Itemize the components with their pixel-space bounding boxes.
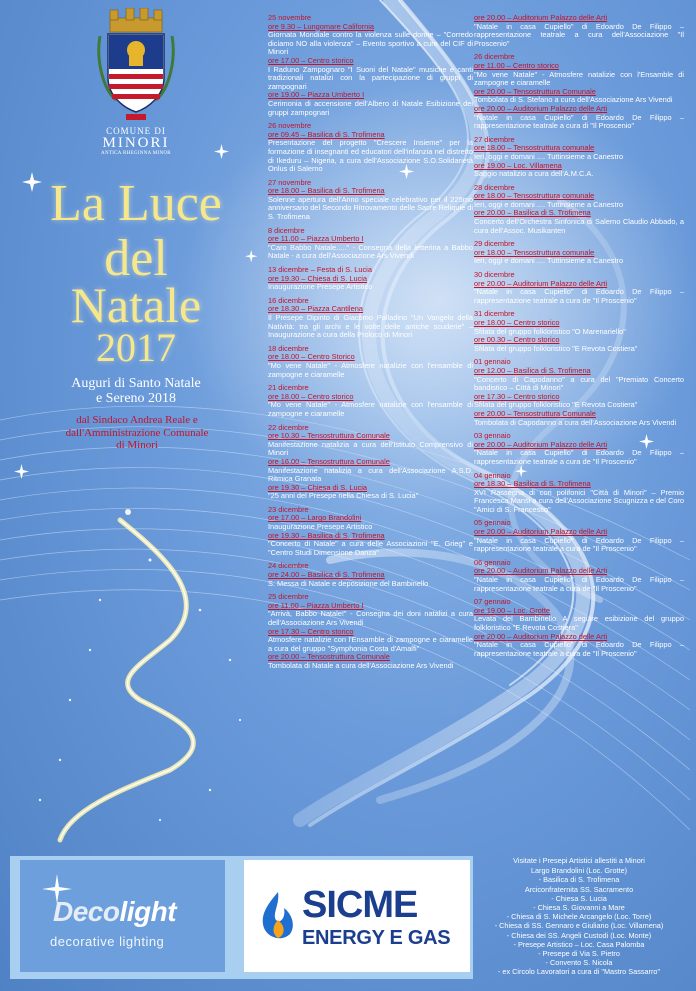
event-time-place: ore 12.00 – Basilica di S. Trofimena bbox=[474, 365, 591, 375]
title-line1: La Luce bbox=[50, 175, 222, 232]
event-time-place: ore 18.00 – Centro storico bbox=[474, 318, 560, 327]
event-time-place: ore 11.00 – Piazza Umberto I bbox=[268, 234, 364, 244]
program-date: 18 dicembre bbox=[268, 343, 309, 353]
event-description: "Natale in casa Cupiello" di Edoardo De Filippo – rappresentazione teatrale a cura dell'Associazione "Il Proscenio" bbox=[474, 21, 684, 48]
program-day bbox=[268, 506, 473, 558]
event-description: Tombolata di S. Stefano a cura dell'Associazione Ars Vivendi bbox=[474, 95, 673, 105]
program-date: 22 dicembre bbox=[268, 422, 309, 432]
event-description: Solenne apertura dell'Anno speciale celebrativo per il 225mo anniversario del Secondo Ritrovamento delle Sacre Reliquie di S. Trofimena bbox=[268, 194, 473, 222]
event-description: "Natale in casa Cupiello" di Edoardo De Filippo – rappresentazione teatrale a cura de "Il Proscenio" bbox=[474, 287, 684, 305]
event-description: I Raduno Zampognaro "I Suoni del Natale" musiche e canti tradizionali natalizi con la partecipazione di gruppi di zampognari bbox=[268, 64, 473, 91]
presepe-item: Largo Brandolini (Loc. Grotte) bbox=[530, 866, 628, 876]
presepe-item: - Chiesa di S. Michele Arcangelo (Loc. Torre) bbox=[506, 912, 652, 922]
event-description: "Mo vene Natale" - Atmosfere natalizie con l'Ensamble di zampogne e ciaramelle bbox=[474, 69, 684, 88]
program-day bbox=[268, 122, 473, 174]
event-description: "Concerto di Capodanno" a cura del "Premiato Concerto bandistico – Città di Minori" bbox=[474, 374, 684, 393]
program-day bbox=[474, 598, 684, 658]
program-day bbox=[268, 345, 473, 379]
from-line1: dal Sindaco Andrea Reale e bbox=[76, 414, 198, 426]
event-description: Il Presepe Dipinto di Giacomo Palladino "Un Vangelo della Natività: tra gli archi e le volte delle antiche scuderie" – Inaugurazione a cura della Proloco di Minori bbox=[268, 313, 473, 340]
program-date: 05 gennaio bbox=[474, 518, 511, 528]
presepe-item: - Presepe Artistico – Loc. Casa Palomba bbox=[513, 939, 645, 949]
comune-label bbox=[84, 126, 188, 156]
program-day bbox=[268, 424, 473, 501]
event-description: Saggio natalizio a cura dell'A.M.C.A. bbox=[474, 169, 594, 179]
event-time-place: ore 19.00 – Loc. Villamena bbox=[474, 160, 562, 170]
program-day bbox=[268, 297, 473, 340]
event-time-place: ore 18.00 – Centro Storico bbox=[268, 352, 355, 362]
presepe-item: - Chiesa S. Lucia bbox=[551, 893, 607, 903]
event-description: Tombolata di Capodanno a cura dell'Associazione Ars Vivendi bbox=[474, 417, 677, 427]
event-description: "Mo vene Natale" - Atmosfere natalizie con l'ensamble di zampogne e ciaramelle bbox=[268, 360, 473, 379]
event-time-place: ore 17.00 – Centro storico bbox=[268, 55, 354, 65]
event-description: "Natale in casa Cupiello" di Edoardo De Filippo – rappresentazione teatrale a cura di "Il Proscenio" bbox=[474, 112, 684, 131]
program-date: 8 dicembre bbox=[268, 225, 305, 235]
event-time-place: ore 17.30 – Centro storico bbox=[268, 626, 354, 636]
flame-icon bbox=[258, 890, 296, 942]
program-column-left bbox=[268, 14, 473, 676]
program-date: 24 dicembre bbox=[268, 561, 309, 571]
event-time-place: ore 20.00 – Tensostruttura Comunale bbox=[474, 408, 596, 418]
event-description: "Caro Babbo Natale....." - Consegna della letterina a Babbo Natale - a cura dell'Associazione Ars Vivendi bbox=[268, 242, 473, 261]
event-time-place: ore 20.00 – Auditorium Palazzo delle Arti bbox=[474, 566, 608, 576]
sicme-name: SICME bbox=[302, 884, 418, 926]
event-description: Concerto dell'Orchestra Sinfonica di Salerno Claudio Abbado, a cura dell'Assoc. Musikanten bbox=[474, 217, 684, 235]
title-year: 2017 bbox=[96, 325, 176, 370]
event-time-place: ore 18.30 – Piazza Cantilena bbox=[268, 304, 363, 314]
program-date: 29 dicembre bbox=[474, 239, 515, 249]
event-time-place: ore 18.00 – Tensostruttura comunale bbox=[474, 247, 595, 257]
event-description: S. Messa di Natale e deposizione del Bambinello bbox=[268, 578, 429, 588]
decolight-tagline: decorative lighting bbox=[50, 934, 165, 949]
presepe-item: - Presepe di Via S. Pietro bbox=[538, 949, 620, 959]
program-day bbox=[474, 14, 684, 48]
event-description: "Arrivà, Babbo Natale!" - Consegna dei doni natalizi a cura dell'Associazione Ars Vivendi bbox=[268, 609, 473, 627]
event-time-place: ore 17.30 – Centro storico bbox=[474, 391, 560, 401]
presepe-item: - Chiesa dei SS. Angeli Custodi (Loc. Monte) bbox=[506, 930, 652, 940]
from-line2: dall'Amministrazione Comunale bbox=[65, 426, 209, 439]
presepe-item: - Chiesa di SS. Gennaro e Giuliano (Loc. Villamena) bbox=[494, 921, 664, 931]
event-time-place: ore 10.30 – Tensostruttura Comunale bbox=[268, 431, 390, 441]
event-description: Cerimonia di accensione dell'Albero di Natale Esibizione dei gruppi zampognari bbox=[268, 98, 473, 117]
event-time-place: ore 20.00 – Auditorium Palazzo delle Arti bbox=[474, 278, 608, 288]
event-time-place: ore 19.00 – Loc. Grotte bbox=[474, 605, 551, 615]
greeting bbox=[20, 376, 252, 406]
program-day bbox=[474, 271, 684, 305]
program-date: 01 gennaio bbox=[474, 357, 511, 367]
program-date: 27 novembre bbox=[268, 177, 312, 187]
program-date: 03 gennaio bbox=[474, 431, 511, 441]
event-time-place: ore 20.00 – Auditorium Palazzo delle Arti bbox=[474, 631, 608, 641]
program-date: 30 dicembre bbox=[474, 270, 515, 280]
event-description: Sfilata del gruppo folkloristico "O Marenariello" bbox=[474, 326, 626, 336]
event-time-place: ore 9.30 – Lungomare California bbox=[268, 21, 374, 31]
program-day bbox=[474, 432, 684, 466]
program-column-right bbox=[474, 14, 684, 663]
presepi-heading: Visitate i Presepi Artistici allestiti a Minori bbox=[513, 856, 645, 865]
event-description: "Natale in casa Cupiello" di Edoardo De Filippo – rappresentazione teatrale a cura de "Il Proscenio" bbox=[474, 640, 684, 658]
program-day bbox=[474, 472, 684, 515]
program-date: 31 dicembre bbox=[474, 309, 515, 319]
event-time-place: ore 19.30 – Chiesa di S. Lucia bbox=[268, 482, 368, 492]
program-date: 07 gennaio bbox=[474, 597, 511, 607]
program-date: 16 dicembre bbox=[268, 295, 309, 305]
event-description: "Natale in casa Cupiello" di Edoardo De Filippo – rappresentazione teatrale a cura de "Il Proscenio" bbox=[474, 535, 684, 554]
event-description: Ieri, oggi e domani .... Tuttinsieme a Canestro bbox=[474, 151, 624, 161]
program-date: 27 dicembre bbox=[474, 134, 515, 144]
program-day bbox=[474, 519, 684, 553]
event-time-place: ore 17.00 – Largo Brandolini bbox=[268, 513, 362, 523]
event-time-place: ore 20.00 – Auditorium Palazzo delle Arti bbox=[474, 103, 608, 113]
program-date: 26 dicembre bbox=[474, 52, 515, 62]
presepe-item: - Convento S. Nicola bbox=[545, 958, 613, 968]
event-description: Inaugurazione Presepe Artistico bbox=[268, 282, 373, 292]
program-date: 06 gennaio bbox=[474, 557, 511, 567]
program-day bbox=[268, 14, 473, 117]
decolight-name-part2: light bbox=[119, 896, 177, 927]
event-description: "Mo vene Natale" - Atmosfere natalizie con l'ensamble di zampogne e ciaramelle bbox=[268, 400, 473, 418]
sicme-logo bbox=[244, 860, 470, 972]
coat-of-arms-icon bbox=[96, 8, 176, 126]
greeting-line2: e Sereno 2018 bbox=[95, 391, 177, 406]
event-description: Sfilata del gruppo folkloristico "E Revota Costiera" bbox=[474, 400, 638, 410]
event-time-place: ore 18.00 – Centro storico bbox=[268, 391, 354, 401]
program-date: 26 novembre bbox=[268, 121, 312, 131]
program-date: 21 dicembre bbox=[268, 383, 309, 393]
program-date: 25 dicembre bbox=[268, 592, 309, 602]
program-day bbox=[268, 562, 473, 588]
program-date: 25 novembre bbox=[268, 13, 312, 22]
title-line2: del bbox=[104, 230, 168, 287]
program-day bbox=[268, 266, 473, 292]
program-date: 28 dicembre bbox=[474, 182, 515, 192]
event-time-place: ore 20.00 – Auditorium Palazzo delle Arti bbox=[474, 527, 608, 537]
comune-line3: ANTICA RHEGINNA MINOR bbox=[101, 151, 171, 156]
event-description: Tombolata di Natale a cura dell'Associazione Ars Vivendi bbox=[268, 660, 454, 670]
program-day bbox=[474, 559, 684, 593]
event-time-place: ore 20.00 – Tensostruttura Comunale bbox=[268, 652, 390, 662]
program-day bbox=[268, 179, 473, 222]
event-description: Atmosfere natalizie con l'Ensamble di zampogne e ciaramelle a cura del gruppo "Symphonia Costa d'Amalfi" bbox=[268, 635, 473, 653]
program-day bbox=[474, 53, 684, 130]
event-time-place: ore 19.30 – Chiesa di S. Lucia bbox=[268, 273, 368, 283]
sicme-subtitle: ENERGY E GAS bbox=[302, 927, 451, 949]
event-description: XVI Rassegna di cori polifonici "Città di Minori" – Premio Francesca Mansi a cura dell'Associazione Scugnizza e del Coro "Amici di S. Francesco" bbox=[474, 487, 684, 514]
program-day bbox=[474, 136, 684, 179]
event-time-place: ore 18.30 – Basilica di S. Trofimena bbox=[474, 479, 591, 489]
event-time-place: ore 20.00 – Auditorium Palazzo delle Arti bbox=[474, 13, 608, 22]
from-line3: di Minori bbox=[116, 439, 158, 451]
event-description: Presentazione del progetto "Crescere Insieme" per la formazione di insegnanti ed educatori dell'infanzia nel distretto di Ikeduru – Nigeria, a cura dell'Associazione S.O.Solidarietà Onlus di Salerno bbox=[268, 138, 473, 174]
program-day bbox=[268, 593, 473, 670]
presepe-item: Arciconfraternita SS. Sacramento bbox=[524, 884, 634, 894]
presepe-item: - Basilica di S. Trofimena bbox=[538, 875, 620, 885]
event-time-place: ore 16.00 – Tensostruttura Comunale bbox=[268, 456, 390, 466]
decolight-name-part1: Deco bbox=[53, 896, 120, 927]
title-line3: Natale bbox=[70, 277, 202, 333]
program-date: 13 dicembre – Festa di S. Lucia bbox=[268, 265, 372, 275]
program-day bbox=[474, 184, 684, 236]
event-description: Ieri, oggi e domani .... Tuttinsieme a Canestro bbox=[474, 256, 624, 266]
event-description: Manifestazione natalizia a cura dell'Associazione A.S.D. Ritmica Granata bbox=[268, 465, 473, 484]
event-time-place: ore 09.45 – Basilica di S. Trofimena bbox=[268, 129, 385, 139]
program-day bbox=[474, 240, 684, 266]
from-mayor bbox=[26, 414, 248, 452]
event-description: Giornata Mondiale contro la violenza sulle donne – "Corredo diciamo NO alla violenza" – Evento sportivo a cura del CIF di Minori bbox=[268, 30, 473, 57]
event-time-place: ore 19.30 – Basilica di S. Trofimena bbox=[268, 530, 385, 540]
event-time-place: ore 11.00 – Piazza Umberto I bbox=[268, 600, 364, 610]
program-date: 04 gennaio bbox=[474, 470, 511, 480]
event-description: Levata del Bambinello A seguire esibizione del gruppo folkloristico "E Revota Costiera" bbox=[474, 614, 684, 632]
event-description: Ieri, oggi e domani .... Tuttinsieme a Canestro bbox=[474, 199, 624, 209]
event-description: Sfilata del gruppo folkloristico "E Revota Costiera" bbox=[474, 343, 638, 353]
program-day bbox=[268, 384, 473, 418]
program-day bbox=[268, 227, 473, 261]
event-time-place: ore 19.00 – Piazza Umberto I bbox=[268, 90, 365, 100]
program-date: 23 dicembre bbox=[268, 504, 309, 514]
presepi-list bbox=[472, 856, 686, 977]
program-day bbox=[474, 358, 684, 427]
event-time-place: ore 18.00 – Basilica di S. Trofimena bbox=[268, 186, 385, 196]
event-description: "Natale in casa Cupiello" di Edoardo De Filippo – rappresentazione teatrale a cura de "Il Proscenio" bbox=[474, 575, 684, 593]
event-time-place: ore 20.00 – Basilica di S. Trofimena bbox=[474, 208, 591, 218]
event-description: Manifestazione natalizia a cura dell'Istituto Comprensivo di Minori bbox=[268, 439, 473, 458]
comune-line1: COMUNE DI bbox=[106, 126, 166, 136]
presepe-item: - ex Circolo Lavoratori a cura di "Mastro Sassarro" bbox=[497, 967, 661, 977]
event-time-place: ore 20.00 – Tensostruttura Comunale bbox=[474, 86, 596, 96]
event-description: "Natale in casa Cupiello" di Edoardo De Filippo – rappresentazione teatrale a cura de "Il Proscenio" bbox=[474, 448, 684, 466]
event-time-place: ore 11.00 – Centro storico bbox=[474, 60, 559, 70]
event-time-place: ore 00.30 – Centro storico bbox=[474, 335, 560, 345]
decolight-name bbox=[53, 896, 176, 928]
event-time-place: ore 18.00 – Tensostruttura comunale bbox=[474, 143, 595, 153]
event-time-place: ore 20.00 – Auditorium Palazzo delle Arti bbox=[474, 439, 608, 449]
event-time-place: ore 24.00 – Basilica di S. Trofimena bbox=[268, 570, 385, 580]
event-time-place: ore 18.00 – Tensostruttura comunale bbox=[474, 191, 595, 201]
decolight-logo bbox=[20, 860, 225, 972]
greeting-line1: Auguri di Santo Natale bbox=[71, 376, 201, 391]
program-day bbox=[474, 310, 684, 353]
event-description: "Concerto di Natale" a cura delle Associazioni "E. Grieg" e "Centro Studi Dimensione Danza" bbox=[268, 539, 473, 557]
event-description: "25 anni del Presepe nella Chiesa di S. Lucia" bbox=[268, 491, 419, 501]
presepe-item: - Chiesa S. Giovanni a Mare bbox=[533, 903, 625, 913]
event-description: Inaugurazione Presepe Artistico bbox=[268, 522, 373, 532]
comune-line2: MINORI bbox=[102, 135, 170, 151]
